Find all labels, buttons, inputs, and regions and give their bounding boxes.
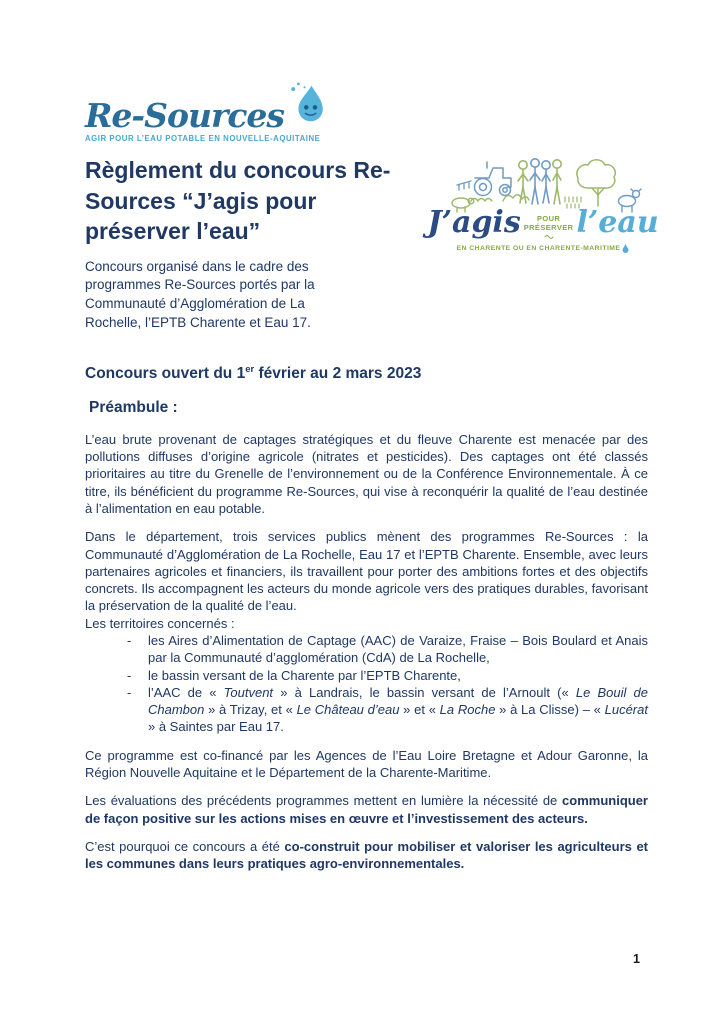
bullet3-italic: Le Bouil de Chambon (148, 684, 648, 718)
page-title-line-1: Règlement du concours Re- (85, 157, 391, 183)
jagis-tagline-text: EN CHARENTE OU EN CHARENTE-MARITIME (456, 244, 621, 252)
resources-logo-tagline: AGIR POUR L’EAU POTABLE EN NOUVELLE-AQUITAINE (85, 134, 321, 143)
small-drop-icon (622, 244, 629, 253)
bullet3-italic: La Roche (439, 702, 496, 718)
jagis-preserver-label: PRÉSERVER (523, 223, 574, 233)
resources-logo-wordmark: Re-Sources (85, 95, 285, 135)
paragraph-2: Dans le département, trois services publics mènent des programmes Re-Sources : la Communauté d’Agglomération de La Rochelle, Eau 17 et l’EPTB Charente. Ensemble, avec leurs partenaires agricoles et financiers, ils travaillent pour porter des ambitions fortes et des objectifs concrets. Ils accompagnent les acteurs du monde agricole vers des pratiques durables, favorisant la préservation de la qualité de l’eau. (85, 529, 648, 614)
paragraph-4-bold: communiquer de façon positive sur les actions mises en œuvre et l’investissement des acteurs. (85, 793, 648, 826)
header-row (85, 155, 659, 346)
list-item-text: les Aires d’Alimentation de Captage (AAC) de Varaize, Fraise – Bois Boulard et Anais par la Communauté d’agglomération (CdA) de La Rochelle, (148, 632, 648, 666)
paragraph-5-bold: co-construit pour mobiliser et valoriser les agriculteurs et les communes dans leurs pratiques agro-environnementales. (85, 838, 648, 872)
dates-suffix: février au 2 mars 2023 (254, 364, 422, 382)
title-column (85, 155, 420, 346)
bullet-marker: - (127, 684, 132, 700)
list-item (85, 684, 648, 736)
sprout-icon (544, 233, 554, 239)
page-number: 1 (633, 952, 640, 966)
leau-word: l’eau (576, 205, 659, 241)
preambule-heading: Préambule : (89, 398, 178, 416)
paragraph-3: Ce programme est co-financé par les Agences de l’Eau Loire Bretagne et Adour Garonne, la Région Nouvelle Aquitaine et le Département de la Charente-Maritime. (85, 747, 648, 780)
list-item (85, 667, 648, 684)
bullet3-italic: Toutvent (223, 684, 274, 700)
jagis-pour-label: POUR (536, 214, 561, 223)
bullet3-italic: Lucérat (604, 702, 648, 718)
contest-dates-heading (85, 364, 648, 383)
paragraph-1: L’eau brute provenant de captages stratégiques et du fleuve Charente est menacée par des pollutions diffuses d’origine agricole (nitrates et pesticides). Des captages ont été classés prioritaires au titre du Grenelle de l’environnement ou de la Conférence Environnementale. À ce titre, ils bénéficient du programme Re-Sources, qui vise à reconquérir la qualité de l’eau destinée à l’alimentation en eau potable. (85, 431, 648, 517)
page-title-line-3: préserver l’eau” (85, 218, 261, 245)
page-title-line-2: Sources “J’agis pour (85, 187, 317, 214)
jagis-tagline (457, 244, 630, 253)
resources-logo (85, 80, 648, 143)
territories-list (85, 632, 648, 736)
jagis-logo (427, 143, 659, 253)
bullet3-text: » et « (399, 702, 440, 718)
list-item-text (148, 684, 648, 736)
document-body (85, 431, 648, 872)
paragraph-4-text: Les évaluations des précédents programmes mettent en lumière la nécessité de (85, 793, 563, 809)
bullet3-text: l’AAC de « (148, 684, 224, 700)
bullet3-italic: Le Château d’eau (296, 702, 400, 718)
jagis-pour-preserver (524, 214, 574, 239)
dates-superscript: er (245, 363, 255, 375)
bullet-marker: - (127, 632, 132, 648)
bullet3-text: » à La Clisse) – « (495, 702, 605, 718)
jagis-wordmark (427, 205, 659, 241)
dates-prefix: Concours ouvert du 1 (85, 364, 246, 382)
bullet3-text: » à Trizay, et « (204, 702, 297, 718)
list-item (85, 632, 648, 667)
bullet3-text: » à Saintes par Eau 17. (148, 719, 284, 735)
subtitle: Concours organisé dans le cadre des programmes Re-Sources portés par la Communauté d’Agglomération de La Rochelle, l’EPTB Charente et Eau 17. (85, 258, 315, 330)
paragraph-5-text: C’est pourquoi ce concours a été (85, 838, 285, 854)
territories-intro: Les territoires concernés : (85, 615, 235, 631)
bullet3-text: » à Landrais, le bassin versant de l’Arnoult (« (273, 684, 576, 700)
jagis-word: J’agis (427, 205, 521, 241)
paragraph-4 (85, 792, 648, 827)
list-item-text: le bassin versant de la Charente par l’EPTB Charente, (148, 667, 461, 683)
page-title (85, 155, 420, 247)
water-drop-mascot-icon (288, 80, 328, 131)
bullet-marker: - (127, 667, 132, 683)
paragraph-5 (85, 838, 648, 873)
